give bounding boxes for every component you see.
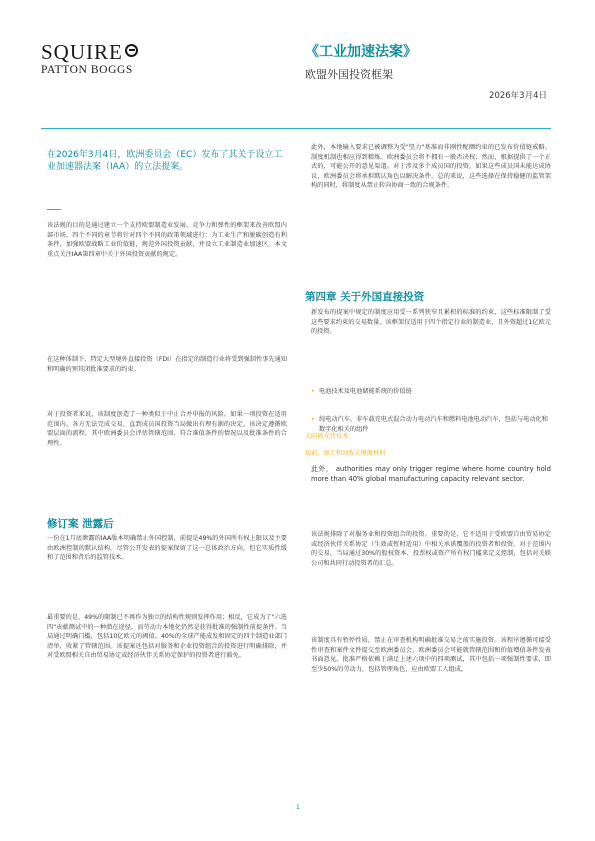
page-number: 1 xyxy=(296,804,300,811)
logo-patton-boggs: PATTON BOGGS xyxy=(41,64,133,76)
header-divider xyxy=(41,128,551,129)
sector-solar: 太阳能光伏技术 xyxy=(305,433,349,440)
logo-mark-icon xyxy=(125,44,138,57)
heading-chapter-4: 第四章 关于外国直接投资 xyxy=(305,291,425,303)
heading-amendment: 修订案 泄露后 xyxy=(47,518,114,530)
sector-bullet-battery: • 电池技术及电池储能系统的价值链 xyxy=(319,387,551,397)
restriction-paragraph: 最重要的是，49%的限制已不再作为独立的结构性规则发挥作用；相反，它成为了"六选四"贡献测试中的一种潜在途径，而劳动力本地化仍然是获得批准的强制性前提条件。当局通过明确门槛，包括10亿欧元的阈值、40%的全球产能成发和固定的四个制造业部门清单，收紧了管辖范围。该提案还包括对服务和企业投资组合的投资进行明确排除，并对受欧盟相关自由贸易协定或经济伙伴关系协定保护的投资者进行豁免。 xyxy=(47,614,287,660)
capacity-paragraph: 此外， authorities may only trigger regime where home country hold more than 40% global manufacturing capacity relevant sector. xyxy=(311,465,551,483)
document-subtitle: 欧盟外国投资框架 xyxy=(305,68,393,81)
intro-paragraph: 该法规的目的是通过建立一个支持欧盟制造业发展、竞争力和弹性的框架来改善欧盟内部市场。四个不同的章节将针对四个不同的政策领域进行：为工业生产和脱碳创造有利条件，加强欧盟战略工业价值链，规范外国投资贡献，并设立工业制造业加速区。本文重点关注IAA第四章中关于外国投资贡献的规定。 xyxy=(47,222,287,258)
scope-paragraph: 新发布的提案中规定的制度应用受一系列狭窄且累积的标准的约束，这些标准限制了受这些要求约束的交易数量。该框架仅适用于四个指定行业的制造业，且外资超过1亿欧元的投资。 xyxy=(311,309,551,336)
sector-raw-materials: 提前、加工和回收关键原材料 xyxy=(305,450,386,457)
regime-paragraph: 在这种体制下，特定大型境外直接投资（FDI）在指定的制造行业将受到强制性事先通知和明确的预其闭批准要求的约束。 xyxy=(47,356,287,373)
document-title: 《工业加速法案》 xyxy=(305,44,417,60)
lead-underline xyxy=(47,209,61,210)
document-date: 2026年3月4日 xyxy=(489,91,547,101)
suspensory-paragraph: 该制度具有暂停性质，禁止在审查机构明确批准交易之前实施投资。该程序遵循可接受性审查和案件文件提交至欧洲委员会，欧洲委员会可能就管辖范围和价值增值条件发表书面意见。批准严格依赖于满足上述六项中的四项测试，其中包括一项强制性要求，即至少50%的劳动力，包括管理角色，应由欧盟工人组成。 xyxy=(311,637,551,673)
sector-bullet-ev: • 纯电动汽车、非车载充电式混合动力电动汽车和燃料电池电动汽车，包括与电动化和数字化相关的组件 xyxy=(319,415,551,434)
exclusion-paragraph: 该法规排除了对服务业和投资组合的投资。重要的是，它不适用于受欧盟自由贸易协定或经济伙伴关系协定（生效或暂时适用）中相关承诺覆盖的投资者和投资。对于范围内的交易，当局通过30%的股权资本、投票权或资产所有权门槛来定义控制，包括对关联公司和共同行动投资者的汇总。 xyxy=(311,531,551,567)
local-input-paragraph: 此外，本地输入要求已被调整为受"竖力"基准而非刚性配额约束的已发布价值链戒略。制度机制也相应得到精炼。欧洲委员会将不拥有一般否决权；然而，根据提供了一个正式的，可能公开的意见渠道。对于涉及多个成员国的投资，如果这些成员国未能达成协议，欧洲委员会将承担默认角色以解决条件。总的来说，这些选择在保持稳健的监管架构的同时，将制度从禁止转向协商一致的合规条件。 xyxy=(311,144,551,190)
logo-squire: SQUIRE xyxy=(41,40,138,65)
leak-paragraph: 一份在1月底泄露的IAA版本明确禁止外国控制，前提是49%的外国所有权上限以及主要由欧洲控制的默认结构。尽管公开发表的提案保留了这一总体政治方向，但它实质性缓和了范围和背后的监管技术。 xyxy=(47,535,287,562)
investor-risk-paragraph: 对于投资者来说，该制度创造了一种类似于中止合并申报的风险。如果一项投资在适用范围内，各方无法完成交易，直到成员国投资当局做出有理有据的决定。该决定遵循欧盟层面的流程，其中欧洲委员会评估管辖范围、符合准值条件的情况以及批准条件的合理性。 xyxy=(47,411,287,447)
lead-paragraph: 在2026年3月4日，欧洲委员会（EC）发布了其关于设立工业加速器法案（IAA）的立法提案。 xyxy=(47,150,283,172)
